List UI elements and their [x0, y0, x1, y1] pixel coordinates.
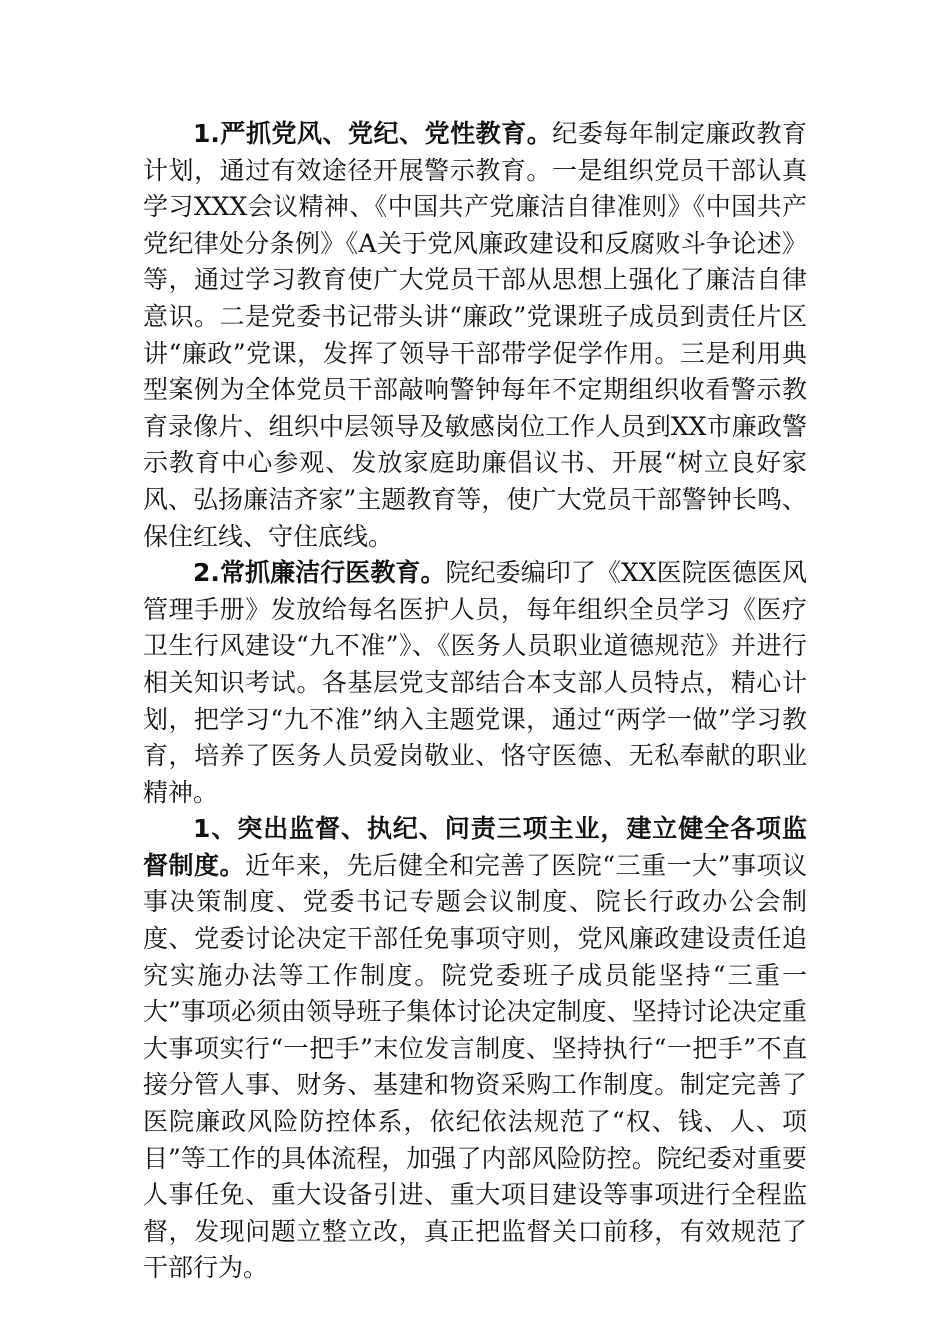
paragraph-3-heading: 1、突出监督、执纪、问责三项主业，建立健全各项监督制度。 — [143, 814, 807, 880]
paragraph-1-heading: 1.严抓党风、党纪、党性教育。 — [193, 119, 553, 148]
paragraph-3 — [143, 811, 807, 1287]
paragraph-2 — [143, 555, 807, 811]
paragraph-1 — [143, 116, 807, 555]
paragraph-1-text: 纪委每年制定廉政教育计划，通过有效途径开展警示教育。一是组织党员干部认真学习XXX会议精神、《中国共产党廉洁自律准则》《中国共产党纪律处分条例》《A关于党风廉政建设和反腐败斗争论述》等，通过学习教育使广大党员干部从思想上强化了廉洁自律意识。二是党委书记带头讲“廉政”党课班子成员到责任片区讲“廉政”党课，发挥了领导干部带学促学作用。三是利用典型案例为全体党员干部敲响警钟每年不定期组织收看警示教育录像片、组织中层领导及敏感岗位工作人员到XX市廉政警示教育中心参观、发放家庭助廉倡议书、开展“树立良好家风、弘扬廉洁齐家”主题教育等，使广大党员干部警钟长鸣、保住红线、守住底线。 — [143, 119, 807, 551]
paragraph-2-heading: 2.常抓廉洁行医教育。 — [193, 558, 446, 588]
paragraph-2-text: 院纪委编印了《XX医院医德医风管理手册》发放给每名医护人员，每年组织全员学习《医疗卫生行风建设“九不准”》、《医务人员职业道德规范》并进行相关知识考试。各基层党支部结合本支部人员特点，精心计划，把学习“九不准”纳入主题党课，通过“两学一做”学习教育，培养了医务人员爱岗敬业、恪守医德、无私奉献的职业精神。 — [143, 558, 807, 807]
paragraph-3-text: 近年来，先后健全和完善了医院“三重一大”事项议事决策制度、党委书记专题会议制度、院长行政办公会制度、党委讨论决定干部任免事项守则，党风廉政建设责任追究实施办法等工作制度。院党委班子成员能坚持“三重一大”事项必须由领导班子集体讨论决定制度、坚持讨论决定重大事项实行“一把手”末位发言制度、坚持执行“一把手”不直接分管人事、财务、基建和物资采购工作制度。制定完善了医院廉政风险防控体系，依纪依法规范了“权、钱、人、项目”等工作的具体流程，加强了内部风险防控。院纪委对重要人事任免、重大设备引进、重大项目建设等事项进行全程监督，发现问题立整立改，真正把监督关口前移，有效规范了干部行为。 — [143, 850, 807, 1283]
document-body — [143, 116, 807, 1287]
